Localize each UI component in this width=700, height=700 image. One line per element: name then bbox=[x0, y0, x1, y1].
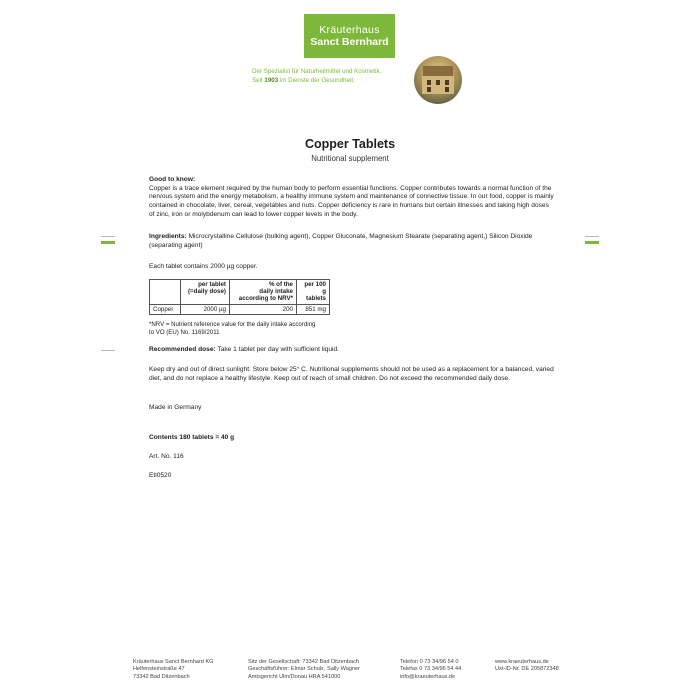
footer-address: Kräuterhaus Sanct Bernhard KG Helfensteinstraße 47 73342 Bad Ditzenbach bbox=[133, 659, 214, 680]
header-nrv: % of the daily intake according to NRV* bbox=[230, 280, 297, 305]
cell-nrv: 200 bbox=[230, 304, 297, 314]
storage-text: Keep dry and out of direct sunlight. Store below 25° C. Nutritional supplements should not be used as a replacement for a balanced, varied diet, and do not replace a healthy lifestyle. Keep out of reach of small children. Do not exceed the recommended daily dose. bbox=[149, 366, 554, 382]
nrv-footnote: *NRV = Nutrient reference value for the daily intake according to VO (EU) No. 1169/2011 bbox=[149, 321, 316, 337]
slogan bbox=[252, 68, 422, 85]
recommended-dose-section bbox=[149, 346, 554, 355]
cell-per-100g: 851 mg bbox=[297, 304, 330, 314]
made-in-text: Made in Germany bbox=[149, 404, 202, 411]
logo-line-2: Sanct Bernhard bbox=[310, 36, 389, 48]
product-subtitle: Nutritional supplement bbox=[311, 154, 389, 163]
recommended-dose-label: Recommended dose: bbox=[149, 346, 216, 353]
margin-mark-left bbox=[101, 241, 115, 244]
recommended-dose-text: Take 1 tablet per day with sufficient liquid. bbox=[215, 346, 339, 353]
slogan-line-2: Seit 1903 im Dienste der Gesundheit. bbox=[252, 76, 355, 84]
contents-text: Contents 180 tablets = 40 g bbox=[149, 434, 235, 441]
margin-mark-right bbox=[585, 241, 599, 244]
fold-line-right bbox=[585, 236, 599, 237]
each-tablet-text: Each tablet contains 2000 µg copper. bbox=[149, 263, 258, 270]
slogan-line-1: Der Spezialist für Naturheilmittel und Kosmetik. bbox=[252, 68, 382, 75]
header-empty bbox=[150, 280, 181, 305]
brand-logo bbox=[304, 14, 395, 58]
header-per-tablet: per tablet (=daily dose) bbox=[181, 280, 230, 305]
ingredients-label: Ingredients: bbox=[149, 233, 187, 240]
table-header-row bbox=[150, 280, 330, 305]
good-to-know-section bbox=[149, 176, 554, 220]
cell-per-tablet: 2000 µg bbox=[181, 304, 230, 314]
slogan-year: 1903 bbox=[264, 76, 279, 84]
footer-contact: Telefon 0 73 34/96 54 0 Telefax 0 73 34/96 54 44 info@kraeuterhaus.de bbox=[400, 659, 462, 680]
cell-nutrient: Copper bbox=[150, 304, 181, 314]
logo-line-1: Kräuterhaus bbox=[319, 24, 380, 36]
table-row bbox=[150, 304, 330, 314]
product-title: Copper Tablets bbox=[304, 137, 396, 151]
footer-web: www.kraeuterhaus.de Ust-ID-Nr. DE 205872348 bbox=[495, 659, 559, 673]
ingredients-section bbox=[149, 233, 554, 250]
ingredients-text: Microcrystalline Cellulose (bulking agent), Copper Gluconate, Magnesium Stearate (separating agent,) Silicon Dioxide (separating agent) bbox=[149, 233, 533, 249]
footer-email-link[interactable]: info@kraeuterhaus.de bbox=[400, 673, 456, 680]
fold-line-top bbox=[101, 236, 115, 237]
footer-company-info: Sitz der Gesellschaft: 73342 Bad Ditzenbach Geschäftsführer: Elmar Schulz, Sally Wagner Amtsgericht Ulm/Donau HRA 541000 bbox=[248, 659, 361, 680]
footer-website-link[interactable]: www.kraeuterhaus.de bbox=[495, 659, 549, 665]
house-photo bbox=[414, 56, 462, 104]
header-per-100g: per 100 g tablets bbox=[297, 280, 330, 305]
nutrition-table bbox=[149, 279, 330, 315]
fold-line-middle bbox=[101, 350, 115, 351]
article-number: Art. No. 116 bbox=[149, 453, 184, 460]
document-code: Etl0520 bbox=[149, 472, 172, 479]
good-to-know-heading: Good to know: bbox=[149, 176, 196, 183]
good-to-know-text: Copper is a trace element required by the human body to perform essential functions. Copper contributes towards a normal function of the nervous system and the energy metabolism, a healthy immune system and maintenance of connective tissue. In our food, copper is mainly contained in chocolate, liver, cereal, vegetables and nuts. Copper deficiency is rare in humans but certain illnesses and taking high doses of zinc, iron or molybdenum can lead to lower copper levels in the body. bbox=[149, 184, 554, 218]
